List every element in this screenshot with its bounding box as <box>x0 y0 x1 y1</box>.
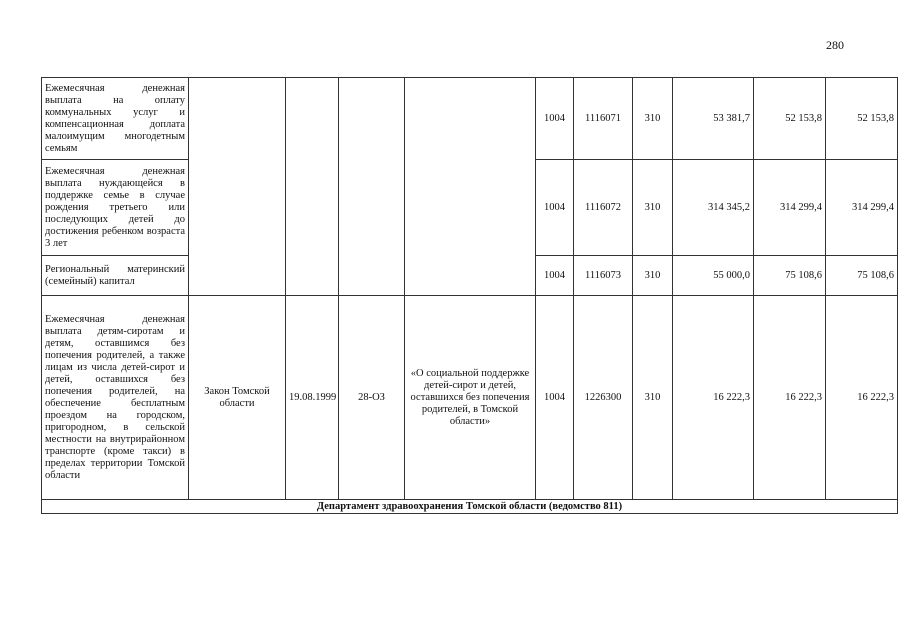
law-date-cell <box>286 78 339 296</box>
law-number: 28-ОЗ <box>339 296 405 500</box>
section-code: 1004 <box>536 78 574 160</box>
budget-table <box>41 77 898 514</box>
law-title-cell <box>405 78 536 296</box>
department-header: Департамент здравоохранения Томской области (ведомство 811) <box>42 500 898 514</box>
target-code: 1116072 <box>574 160 633 256</box>
expense-code: 310 <box>633 296 673 500</box>
law-title: «О социальной поддержке детей-сирот и детей, оставшихся без попечения родителей, в Томской области» <box>405 296 536 500</box>
amount-1: 16 222,3 <box>673 296 754 500</box>
row-name: Ежемесячная денежная выплата на оплату коммунальных услуг и компенсационная доплата малоимущим многодетным семьям <box>42 78 189 160</box>
amount-1: 314 345,2 <box>673 160 754 256</box>
expense-code: 310 <box>633 78 673 160</box>
amount-2: 314 299,4 <box>754 160 826 256</box>
target-code: 1116071 <box>574 78 633 160</box>
law-type: Закон Томской области <box>189 296 286 500</box>
row-name: Ежемесячная денежная выплата детям-сиротам и детям, оставшимся без попечения родителей, а также лицам из числа детей-сирот и детей, оставшихся без попечения родителей, на обеспечение бесплатным проездом на городском, пригородном, в сельской местности на внутрирайонном транспорте (кроме такси) в пределах территории Томской области <box>42 296 189 500</box>
section-code: 1004 <box>536 296 574 500</box>
amount-1: 55 000,0 <box>673 256 754 296</box>
amount-3: 52 153,8 <box>826 78 898 160</box>
amount-1: 53 381,7 <box>673 78 754 160</box>
row-name: Ежемесячная денежная выплата нуждающейся в поддержке семье в случае рождения третьего или последующих детей до достижения ребенком возраста 3 лет <box>42 160 189 256</box>
amount-3: 16 222,3 <box>826 296 898 500</box>
law-type-cell <box>189 78 286 296</box>
target-code: 1226300 <box>574 296 633 500</box>
table-row <box>42 296 898 500</box>
law-number-cell <box>339 78 405 296</box>
law-date: 19.08.1999 <box>286 296 339 500</box>
expense-code: 310 <box>633 160 673 256</box>
section-code: 1004 <box>536 160 574 256</box>
section-code: 1004 <box>536 256 574 296</box>
target-code: 1116073 <box>574 256 633 296</box>
page-number: 280 <box>826 38 844 52</box>
row-name: Региональный материнский (семейный) капитал <box>42 256 189 296</box>
amount-2: 75 108,6 <box>754 256 826 296</box>
amount-2: 16 222,3 <box>754 296 826 500</box>
department-row <box>42 500 898 514</box>
expense-code: 310 <box>633 256 673 296</box>
amount-3: 314 299,4 <box>826 160 898 256</box>
amount-3: 75 108,6 <box>826 256 898 296</box>
table-row <box>42 78 898 160</box>
amount-2: 52 153,8 <box>754 78 826 160</box>
